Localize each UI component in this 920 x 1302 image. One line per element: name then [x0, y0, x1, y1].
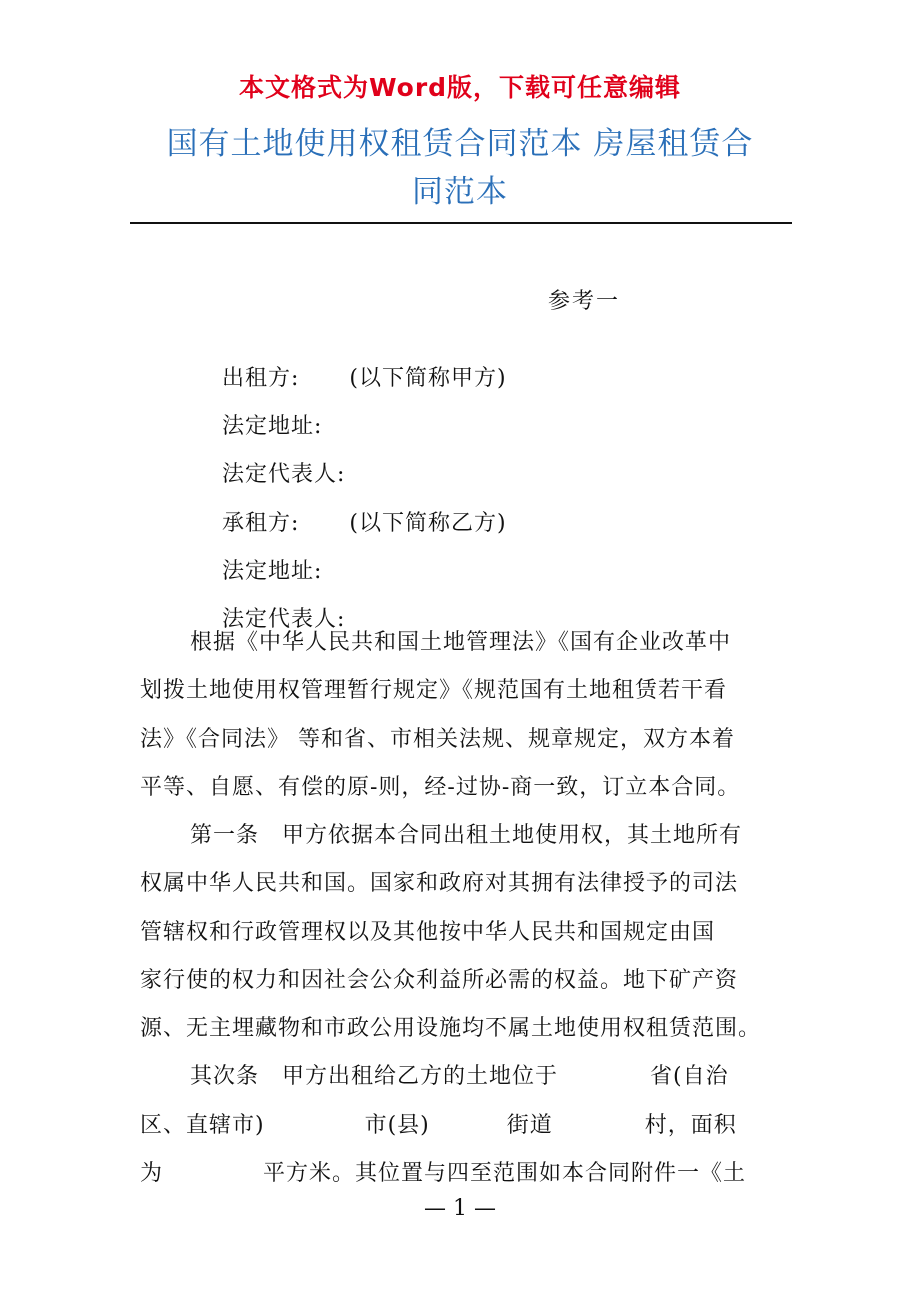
preamble-line: 法》《合同法》 等和省、市相关法规、规章规定，双方本着: [140, 727, 735, 752]
preamble-line: 划拨土地使用权管理暂行规定》《规范国有土地租赁若干看: [140, 678, 728, 703]
preamble-line: 平等、自愿、有偿的原-则，经-过协-商一致，订立本合同。: [140, 775, 741, 800]
reference-label: 参考一: [548, 289, 621, 314]
party-label: 承租方:: [221, 511, 300, 536]
party-label: 法定代表人:: [221, 607, 346, 632]
title-line-2: 同范本: [412, 174, 508, 210]
party-note: (以下简称甲方): [349, 366, 507, 391]
party-note: (以下简称乙方): [349, 511, 507, 536]
preamble-line: 根据《中华人民共和国土地管理法》《国有企业改革中: [190, 630, 732, 655]
article2-line: 其次条 甲方出租给乙方的土地位于 省(自治: [190, 1064, 729, 1089]
article2-line: 为 平方米。其位置与四至范围如本合同附件一《土: [140, 1161, 746, 1186]
document-title: [130, 120, 790, 216]
article1-line: 第一条 甲方依据本合同出租土地使用权，其土地所有: [190, 823, 743, 848]
article1-line: 家行使的权力和因社会公众利益所必需的权益。地下矿产资: [140, 968, 739, 993]
title-line-1: 国有土地使用权租赁合同范本 房屋租赁合: [166, 126, 754, 162]
party-label: 出租方:: [221, 366, 300, 391]
article1-line: 权属中华人民共和国。国家和政府对其拥有法律授予的司法: [140, 871, 739, 896]
party-label: 法定代表人:: [221, 462, 346, 487]
party-label: 法定地址:: [221, 559, 323, 584]
format-banner: 本文格式为Word版，下载可任意编辑: [238, 73, 682, 102]
article2-line: 区、直辖市) 市(县) 街道 村，面积: [140, 1113, 737, 1138]
article1-line: 源、无主埋藏物和市政公用设施均不属土地使用权租赁范围。: [140, 1016, 762, 1041]
party-label: 法定地址:: [221, 414, 323, 439]
title-divider: [130, 222, 792, 224]
article1-line: 管辖权和行政管理权以及其他按中华人民共和国规定由国: [140, 920, 716, 945]
page-number: — 1 —: [424, 1196, 496, 1221]
